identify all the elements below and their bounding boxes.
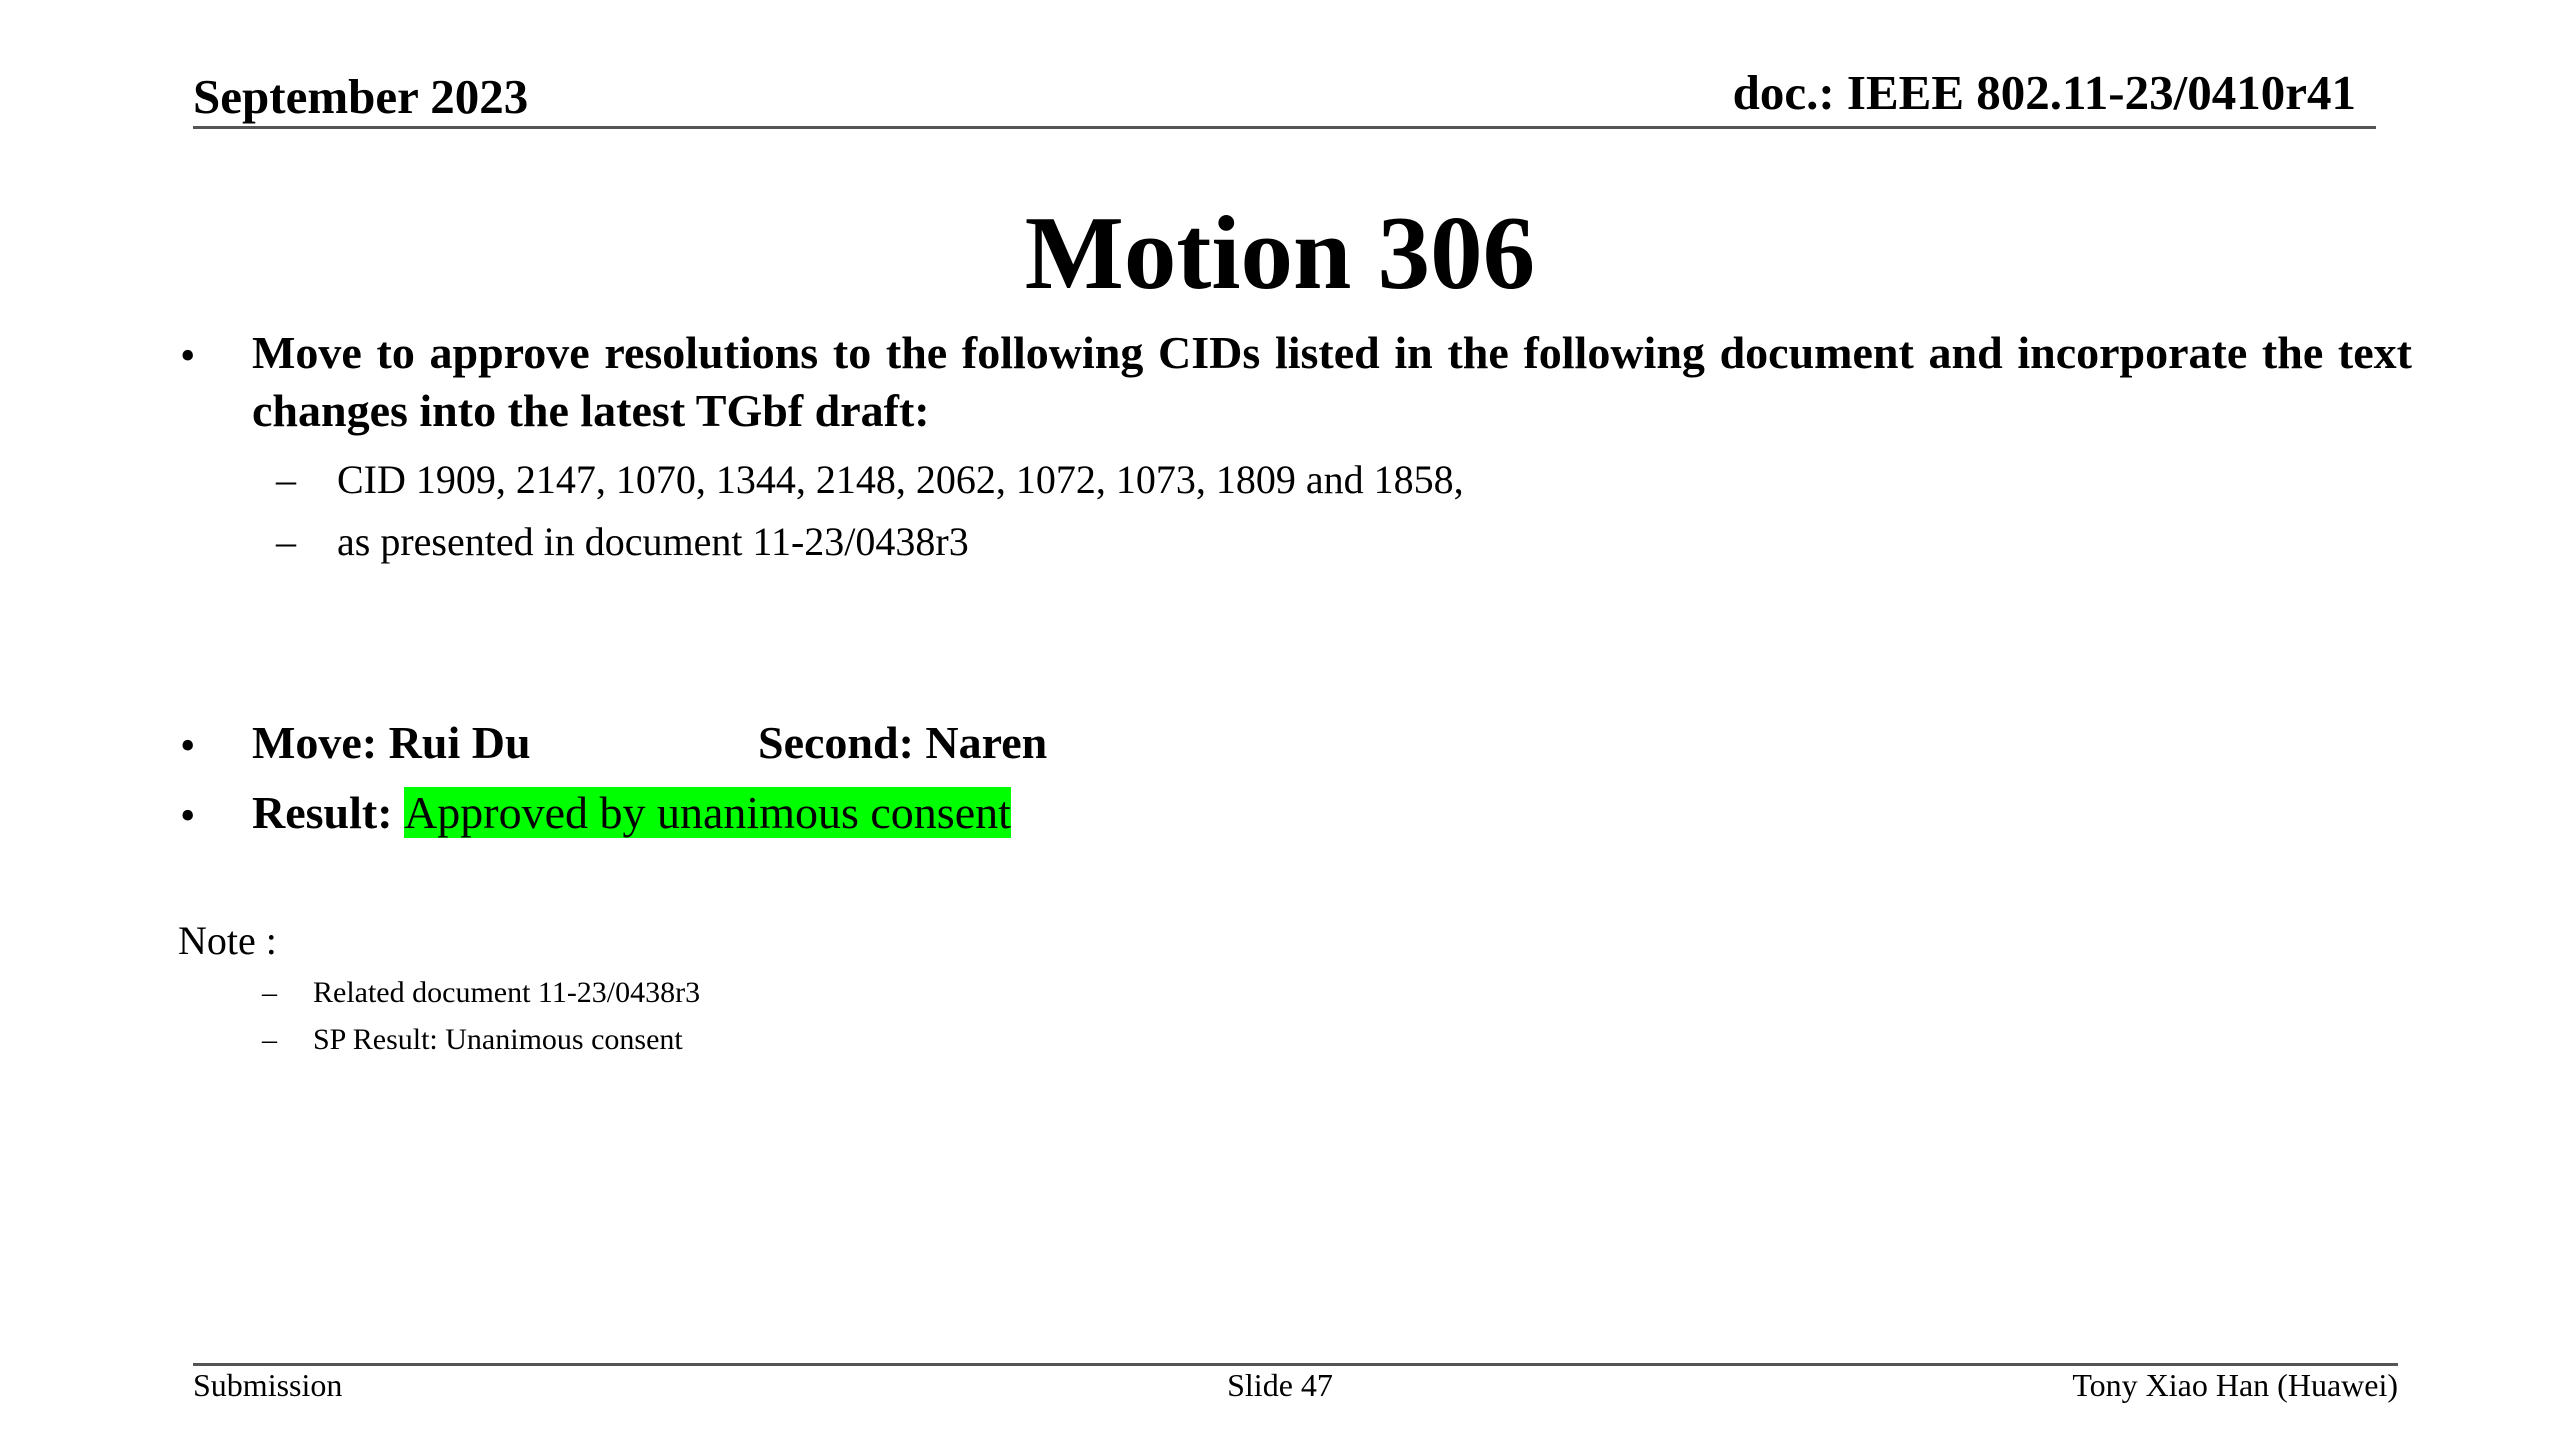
note-item: SP Result: Unanimous consent — [313, 1023, 683, 1056]
header-date: September 2023 — [193, 69, 529, 124]
bullet-icon: • — [180, 791, 196, 840]
slide-title: Motion 306 — [1024, 194, 1536, 311]
dash-icon: – — [276, 519, 296, 564]
presented-doc: as presented in document 11-23/0438r3 — [337, 519, 969, 564]
cid-list: CID 1909, 2147, 1070, 1344, 2148, 2062, 1072, 1073, 1809 and 1858, — [337, 457, 1464, 502]
dash-icon: – — [262, 976, 277, 1009]
footer-divider — [193, 1363, 2398, 1366]
dash-icon: – — [276, 457, 296, 502]
bullet-icon: • — [180, 721, 196, 770]
header-doc-number: doc.: IEEE 802.11-23/0410r41 — [1732, 65, 2356, 120]
motion-text: Move to approve resolutions to the following CIDs listed in the following document and incorporate the text changes into the latest TGbf draft: — [252, 327, 2412, 436]
footer-slide-number: Slide 47 — [1227, 1367, 1333, 1403]
note-item: Related document 11-23/0438r3 — [313, 976, 701, 1009]
dash-icon: – — [262, 1023, 277, 1056]
result-line — [252, 786, 1011, 839]
note-colon: : — [265, 918, 277, 963]
footer-author: Tony Xiao Han (Huawei) — [2072, 1367, 2398, 1403]
note-heading — [178, 917, 277, 964]
result-label: Result: — [252, 787, 393, 838]
note-label: Note — [178, 918, 256, 963]
seconder: Second: Naren — [758, 717, 1048, 768]
result-value: Approved by unanimous consent — [404, 787, 1011, 838]
mover: Move: Rui Du — [252, 717, 531, 768]
header-divider — [193, 126, 2376, 129]
bullet-icon: • — [180, 331, 196, 380]
footer-submission: Submission — [193, 1367, 343, 1403]
